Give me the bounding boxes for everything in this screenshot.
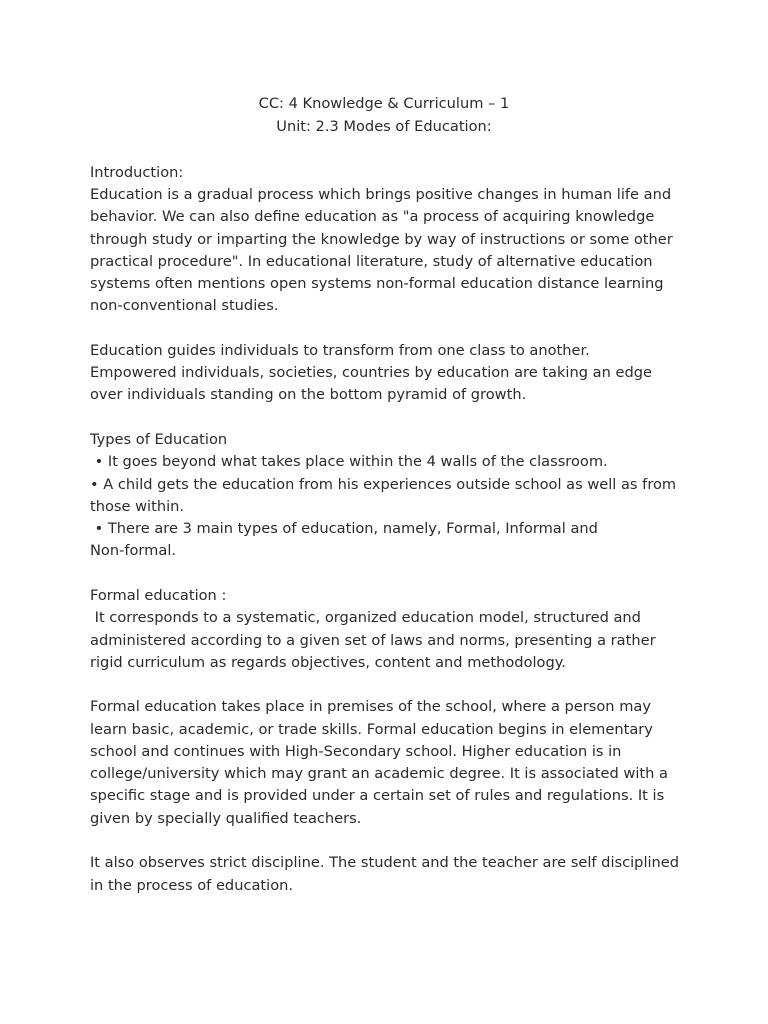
discipline-line: It also observes strict discipline. The student and the teacher are self disciplined [90, 854, 680, 871]
formal-premises-line: school and continues with High-Secondary school. Higher education is in [90, 743, 622, 760]
introduction-line: through study or imparting the knowledge by way of instructions or some other [90, 231, 673, 248]
formal-line: It corresponds to a systematic, organized education model, structured and [90, 609, 641, 626]
types-heading: Types of Education [90, 431, 228, 448]
introduction-line: non-conventional studies. [90, 297, 279, 314]
introduction-line: Education is a gradual process which brings positive changes in human life and [90, 186, 672, 203]
types-bullet-line: • It goes beyond what takes place within the 4 walls of the classroom. [90, 453, 608, 470]
formal-premises-line: specific stage and is provided under a certain set of rules and regulations. It is [90, 787, 665, 804]
document-subtitle: Unit: 2.3 Modes of Education: [276, 118, 492, 135]
introduction-line: practical procedure". In educational literature, study of alternative education [90, 253, 653, 270]
guides-paragraph-line: over individuals standing on the bottom pyramid of growth. [90, 386, 527, 403]
introduction-line: behavior. We can also define education as "a process of acquiring knowledge [90, 208, 655, 225]
formal-premises-line: college/university which may grant an academic degree. It is associated with a [90, 765, 668, 782]
formal-line: rigid curriculum as regards objectives, content and methodology. [90, 654, 566, 671]
types-bullet-line: • A child gets the education from his experiences outside school as well as from [90, 476, 677, 493]
types-bullet-line: those within. [90, 498, 185, 515]
introduction-line: systems often mentions open systems non-formal education distance learning [90, 275, 664, 292]
introduction-heading: Introduction: [90, 164, 184, 181]
formal-premises-line: Formal education takes place in premises of the school, where a person may [90, 698, 651, 715]
types-bullet-line: Non-formal. [90, 542, 177, 559]
types-bullet-line: • There are 3 main types of education, namely, Formal, Informal and [90, 520, 598, 537]
formal-line: administered according to a given set of laws and norms, presenting a rather [90, 632, 656, 649]
document-title: CC: 4 Knowledge & Curriculum – 1 [258, 95, 510, 112]
formal-heading: Formal education : [90, 587, 227, 604]
discipline-line: in the process of education. [90, 877, 294, 894]
guides-paragraph-line: Education guides individuals to transform from one class to another. [90, 342, 590, 359]
guides-paragraph-line: Empowered individuals, societies, countries by education are taking an edge [90, 364, 652, 381]
formal-premises-line: learn basic, academic, or trade skills. Formal education begins in elementary [90, 721, 653, 738]
formal-premises-line: given by specially qualified teachers. [90, 810, 362, 827]
